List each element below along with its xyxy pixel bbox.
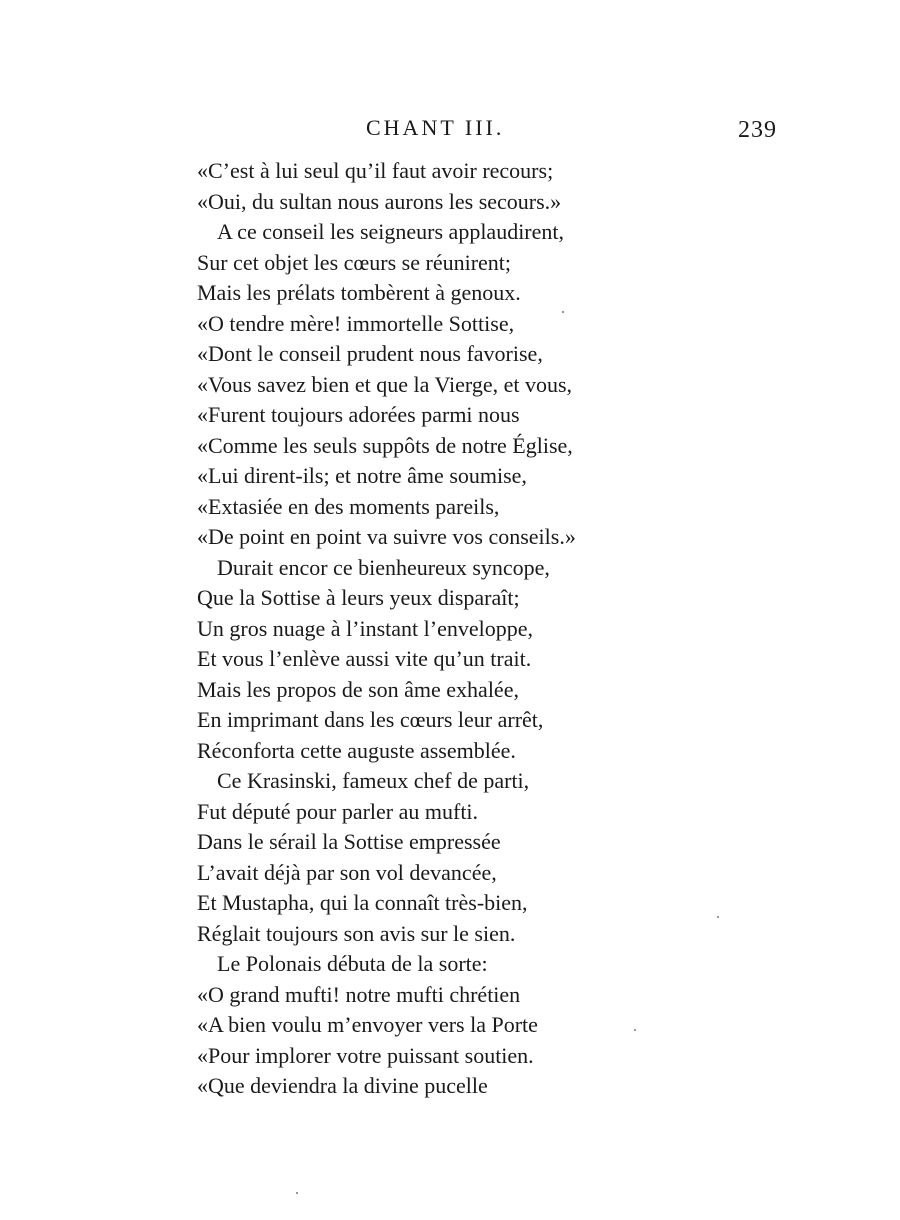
verse-line: Et Mustapha, qui la connaît très-bien, [197,890,528,915]
verse-line: «Pour implorer votre puissant soutien. [197,1042,534,1068]
verse-line: «C’est à lui seul qu’il faut avoir recours; [197,158,554,183]
verse-line: Réconforta cette auguste assemblée. [197,737,516,763]
verse-line: «O tendre mère! immortelle Sottise, [197,310,515,336]
verse-line: «A bien voulu m’envoyer vers la Porte [197,1012,538,1037]
verse-line: Durait encor ce bienheureux syncope, [217,554,550,580]
verse-line: «Comme les seuls suppôts de notre Église, [197,432,573,458]
verse-line: Fut député pour parler au mufti. [197,798,479,824]
verse-line: «Dont le conseil prudent nous favorise, [197,341,543,366]
verse-line: «Extasiée en des moments pareils, [197,493,500,519]
verse-line: «Vous savez bien et que la Vierge, et vous, [197,371,573,397]
verse-line: «O grand mufti! notre mufti chrétien [197,981,521,1007]
verse-line: L’avait déjà par son vol devancée, [197,859,497,885]
verse-line: Mais les prélats tombèrent à genoux. [197,280,521,305]
verse-block [197,156,717,1102]
print-speck [562,311,564,313]
page-number: 239 [738,117,777,143]
verse-line: «Furent toujours adorées parmi nous [197,402,520,427]
verse-line: Réglait toujours son avis sur le sien. [197,920,516,946]
verse-line: «Oui, du sultan nous aurons les secours.» [197,188,562,214]
chapter-title: CHANT III. [366,115,505,140]
verse-line: Ce Krasinski, fameux chef de parti, [217,768,530,793]
verse-line: En imprimant dans les cœurs leur arrêt, [197,707,544,732]
print-speck [296,1192,298,1194]
print-speck [717,916,719,918]
print-speck [634,1029,636,1031]
verse-line: «De point en point va suivre vos conseils.» [197,524,576,549]
verse-line: A ce conseil les seigneurs applaudirent, [217,219,565,244]
verse-line: «Que deviendra la divine pucelle [197,1073,488,1098]
verse-line: «Lui dirent-ils; et notre âme soumise, [197,463,527,488]
verse-line: Mais les propos de son âme exhalée, [197,676,519,702]
running-head [0,113,900,145]
verse-line: Que la Sottise à leurs yeux disparaît; [197,585,520,610]
verse-line: Un gros nuage à l’instant l’enveloppe, [197,615,534,641]
verse-line: Le Polonais débuta de la sorte: [217,951,488,976]
verse-line: Et vous l’enlève aussi vite qu’un trait. [197,646,532,671]
verse-line: Sur cet objet les cœurs se réunirent; [197,249,512,275]
verse-line: Dans le sérail la Sottise empressée [197,829,501,854]
